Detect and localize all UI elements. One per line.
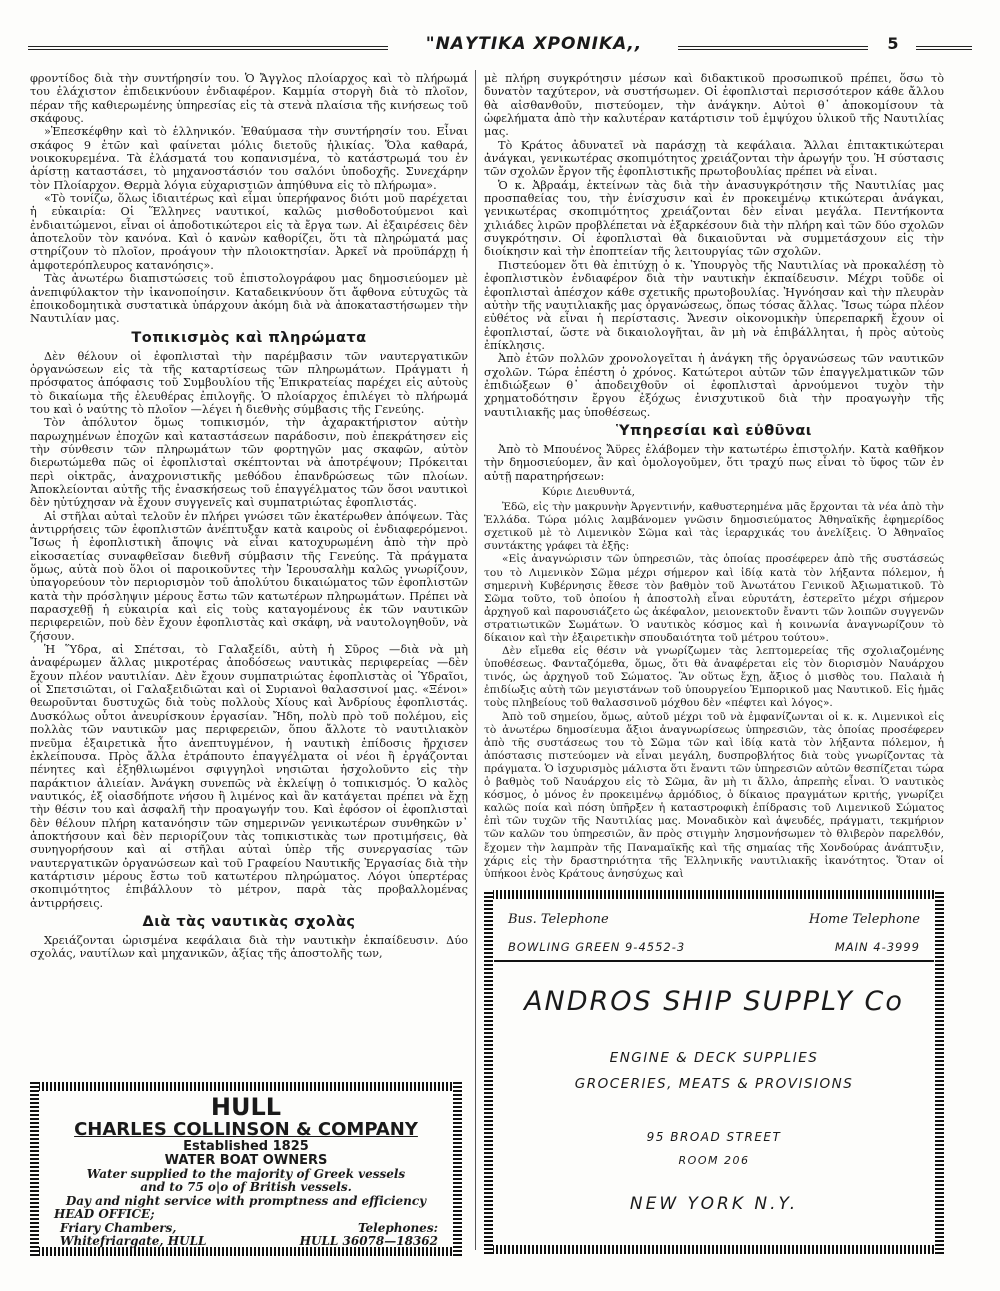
andros-advertisement — [484, 890, 944, 1254]
column-divider — [475, 70, 476, 1250]
andros-street: 95 BROAD STREET — [646, 1130, 782, 1144]
article-paragraph: »Ἐπεσκέφθην καὶ τὸ ἑλληνικόν. Ἐθαύμασα τὴν συντήρησίν του. Εἶναι σκάφος 9 ἐτῶν καὶ φαίνεται μόλις διετοῦς ἡλικίας. Ὅλα καθαρά, νοικοκυρεμένα. Τὰ ἐλάσματά του κοπανισμένα, τὸ κατάστρωμά του ἐν ἀρίστῃ καταστάσει, τὸ μηχανοστάσιόν του σαλόνι ὑποδοχῆς. Συνεχάρην τὸν Πλοίαρχον. Θερμὰ λόγια εὐχαριστιῶν ἀπηύθυνα εἰς τὸ πλήρωμα». — [30, 125, 468, 192]
reader-letter — [484, 486, 944, 881]
hull-ad-established: Established 1825 — [183, 1139, 309, 1154]
header-rule-right — [678, 46, 868, 50]
andros-company-name: ANDROS SHIP SUPPLY Co — [524, 986, 904, 1017]
left-column — [30, 72, 468, 961]
article-paragraph: Τὸν ἀπόλυτον ὅμως τοπικισμόν, τὴν ἀχαρακτήριστον αὐτὴν παρωχημένων ἐποχῶν καὶ καταστάσεων παράδοσιν, ποὺ ἐπεκράτησεν εἰς τὴν σύνθεσιν τῶν πληρωμάτων τῶν φορτηγῶν μας σκαφῶν, αὐτὸν διερωτώμεθα πῶς οἱ ἐφοπλισταὶ σκέπτονται νὰ ἀποτρέψουν; Πρόκειται περὶ οἰκτρᾶς, ἀναχρονιστικῆς μεθόδου ἐπανδρώσεως τῶν πλοίων. Ἀποκλείονται αὐτῆς τῆς ἐνασκήσεως τοῦ ἐπαγγέλματος τῶν ὅσοι ναυτικοὶ δὲν ηὐτύχησαν νὰ ἔχουν συγγενεῖς καὶ συμπατριώτας ἐφοπλιστάς. — [30, 416, 468, 510]
hull-ad-address-row — [44, 1222, 448, 1235]
andros-phone-numbers — [508, 940, 920, 954]
hull-ad-address-row — [44, 1235, 448, 1248]
ad-border-right — [935, 890, 944, 1254]
article-paragraph: «Τὸ τονίζω, ὅλως ἰδιαιτέρως καὶ εἶμαι ὑπερήφανος διότι μοῦ παρέχεται ἡ εὐκαιρία: Οἱ Ἕλληνες ναυτικοί, καλῶς μισθοδοτούμενοι καὶ ἐνδιαιτώμενοι, εἶναι οἱ ἀποδοτικώτεροι εἰς τὰ ἔργα των. Αἱ ἐξαιρέσεις δὲν ἀποτελοῦν τὸν κανόνα. Καὶ ὁ κανὼν καθορίζει, ὅτι τὰ πληρώματά μας στηρίζουν τὸ πλοῖον, προάγουν τὴν πλοιοκτησίαν. Ἀρκεῖ νὰ προϋπάρχῃ ἡ ἀμφοτερόπλευρος κατανόησις». — [30, 192, 468, 272]
ad-border-top — [30, 1082, 462, 1091]
andros-phone-labels — [508, 912, 920, 927]
andros-service-line: GROCERIES, MEATS & PROVISIONS — [574, 1076, 854, 1092]
hull-ad-line: Day and night service with promptness and efficiency — [65, 1193, 427, 1208]
hull-ad-address-1: Friary Chambers, — [60, 1220, 177, 1235]
article-paragraph: Ὁ κ. Ἀβραάμ, ἐκτείνων τὰς διὰ τὴν ἀνασυγκρότησιν τῆς Ναυτιλίας μας προσπαθείας του, τὴν ἐνίσχυσιν καὶ ἐν προκειμένῳ κτικώτεραι ἀνάγκαι, γενικωτέρας σκοπιμότητος χρειάζονται δὲν εἶναι μεγάλα. Πεντήκοντα χιλιάδες λιρῶν προβλέπεται νὰ ἐξαρκέσουν διὰ τὴν πλήρη καὶ τῶν δύο σχολῶν συγκρότησιν. Οἱ ἐφοπλισταὶ θὰ δικαιοῦνται νὰ συμμετάσχουν εἰς τὴν διοίκησιν καὶ τὴν ἐποπτείαν τῆς λειτουργίας τῶν σχολῶν. — [484, 178, 944, 259]
ad-border-left — [484, 890, 493, 1254]
home-telephone-number: MAIN 4-3999 — [834, 940, 920, 954]
section-heading-services: Ὑπηρεσίαι καὶ εὐθῦναι — [616, 422, 812, 439]
article-paragraph: Ἡ Ὕδρα, αἱ Σπέτσαι, τὸ Γαλαξείδι, αὐτὴ ἡ Σῦρος —διὰ νὰ μὴ ἀναφέρωμεν ἄλλας μικροτέρας ἀποδόσεως ναυτικὰς περιφερείας —δὲν ἔχουν πλέον ναυτιλίαν. Δὲν ἔχουν συμπατριώτας ἐφοπλιστὰς οἱ Ὑδραῖοι, οἱ Σπετσιῶται, οἱ Γαλαξειδιῶται καὶ οἱ Συριανοὶ θαλασσινοί μας. «Ξένοι» θεωροῦνται δυστυχῶς διὰ τοὺς πολλοὺς Χίους καὶ Ἀνδρίους ἐφοπλιστάς. Δυσκόλως οὗτοι ἀνευρίσκουν ἐργασίαν. Ἤδη, πολὺ πρὸ τοῦ πολέμου, εἰς πολλὰς τῶν ναυτικῶν μας περιφερειῶν, ὅπου ἄλλοτε τὸ ναυτιλιακὸν πνεῦμα ἐξαιρετικὰ ἦτο ἀνεπτυγμένον, ἡ ναυτικὴ ἐπίδοσις ἤρχισεν ἐκλείπουσα. Πρὸς ἄλλα ἐτράπουτο ἐπαγγέλματα οἱ νέοι ἢ ἐργάζονται πένητες καὶ ἐξηθλιωμένοι σφιγγηλοὶ νησιῶται ἠσχολοῦντο εἰς τὴν παράκτιον ἁλιείαν. Ἀνάγκη συνεπῶς νὰ ἐκλείψῃ ὁ τοπικισμός. Ὁ καλὸς ναυτικός, ἐξ οἱασδήποτε νήσου ἢ λιμένος καὶ ἂν κατάγεται πρέπει νὰ ἔχῃ τὴν θέσιν του καὶ ἀσφαλῆ τὴν προαγωγήν του. Καὶ ἐφόσον οἱ ἐφοπλισταὶ δὲν θέλουν πλήρη κατανόησιν τῶν σημερινῶν γενικωτέρων συνθηκῶν ν᾽ ἀποκτήσουν καὶ δὲν περιορίζουν τὰς τοπικιστικὰς των προτιμήσεις, θὰ συνηγορήσουν καὶ αἱ στῆλαι αὐταὶ ὑπὲρ τῆς συνεργασίας τῶν ναυτεργατικῶν ὀργανώσεων καὶ τοῦ Γραφείου Ναυτικῆς Ἐργασίας διὰ τὴν κατάρτισιν μέρους ἔστω τοῦ κατωτέρου πληρώματος. Λόγοι ὑπερτέρας σκοπιμότητος ἐπιβάλλουν τὸ μέτρον, παρὰ τὰς προβαλλομένας ἀντιρρήσεις. — [30, 643, 468, 910]
andros-room: ROOM 206 — [678, 1154, 750, 1167]
hull-ad-address-2: Whitefriargate, HULL — [60, 1234, 207, 1249]
home-telephone-label: Home Telephone — [808, 912, 920, 927]
article-paragraph: Δὲν θέλουν οἱ ἐφοπλισταὶ τὴν παρέμβασιν τῶν ναυτεργατικῶν ὀργανώσεων εἰς τὰ τῆς καταρτίσεως τῶν πληρωμάτων. Πράγματι ἡ πρόσφατος ἀπόφασις τοῦ Συμβουλίου τῆς Ἐπικρατείας παρέχει εἰς αὐτοὺς τὸ δικαίωμα τῆς ἐλευθέρας ἐπιλογῆς. Ὁ πλοίαρχος ἐπιλέγει τὸ πλήρωμά του καὶ ὁ ναύτης τὸ πλοῖον —λέγει ἡ διεθνὴς σύμβασις τῆς Γενεύης. — [30, 349, 468, 416]
hull-ad-phone-numbers: HULL 36078—18362 — [299, 1234, 438, 1249]
letter-paragraph: Δὲν εἴμεθα εἰς θέσιν νὰ γνωρίζωμεν τὰς λεπτομερείας τῆς σχολιαζομένης ὑποθέσεως. Φανταζόμεθα, ὅμως, ὅτι θὰ ἀναφέρεται εἰς τὸν διορισμὸν Ναυάρχου τινός, ὡς ἀρχηγοῦ τοῦ Σώματος. Ἂν οὕτως ἔχῃ, ἄξιος ὁ μισθὸς του. Παλαιὰ ἡ ἐπιδίωξις αὐτὴ τῶν μεγιστάνων τοῦ ὑπουργείου Ἐμπορικοῦ μας Ναυτικοῦ. Εἰς ἡμᾶς τοὺς πληβείους τοῦ θαλασσινοῦ μόχθου δὲν «πέφτει καὶ λόγος». — [484, 645, 944, 710]
section-heading-naval-schools: Διὰ τὰς ναυτικὰς σχολὰς — [142, 913, 356, 930]
bus-telephone-label: Bus. Telephone — [508, 912, 609, 927]
masthead-title: "ΝΑΥΤΙΚΑ ΧΡΟΝΙΚΑ,, — [425, 34, 643, 54]
ad-border-right — [453, 1082, 462, 1256]
hull-advertisement — [30, 1082, 462, 1256]
letter-salutation: Κύριε Διευθυντά, — [542, 485, 635, 498]
andros-divider — [494, 960, 934, 962]
article-paragraph: μὲ πλήρη συγκρότησιν μέσων καὶ διδακτικοῦ προσωπικοῦ πρέπει, ὅσω τὸ δυνατὸν ταχύτερον, νὰ συστήσωμεν. Οἱ ἐφοπλισταὶ περισσότερον κάθε ἄλλου θὰ αἰσθανθοῦν, πιστεύομεν, τὴν ἀνάγκην. Αὐτοὶ θ᾽ ἀποκομίσουν τὰ ὠφελήματα ἀπὸ τὴν καλυτέραν κατάρτισιν τοῦ ἐμψύχου ὑλικοῦ τῆς Ναυτιλίας μας. — [484, 72, 944, 139]
andros-city: NEW YORK N.Y. — [629, 1194, 799, 1214]
hull-ad-line: Water supplied to the majority of Greek vessels — [86, 1167, 406, 1181]
hull-ad-city: HULL — [210, 1093, 282, 1121]
hull-ad-company: CHARLES COLLINSON & COMPANY — [74, 1119, 418, 1140]
header-rule-end — [916, 46, 972, 50]
page-header — [28, 34, 972, 58]
bus-telephone-number: BOWLING GREEN 9-4552-3 — [508, 940, 686, 954]
ad-border-top — [484, 890, 944, 899]
letter-paragraph: Ἐδῶ, εἰς τὴν μακρυνὴν Ἀργεντινήν, καθυστερημένα μᾶς ἔρχονται τὰ νέα ἀπὸ τὴν Ἑλλάδα. Τώρα μόλις λαμβάνομεν γνῶσιν δημοσιεύματος Ἀθηναϊκῆς ἐφημερίδος σχετικοῦ μὲ τὸ Λιμενικὸν Σῶμα καὶ τὰς ἱεραρχικάς του ἀνελίξεις. Ὁ Ἀθηναῖος συντάκτης γράφει τὰ ἑξῆς: — [484, 501, 944, 553]
hull-ad-tagline: WATER BOAT OWNERS — [164, 1153, 328, 1168]
hull-ad-content — [44, 1093, 448, 1249]
article-paragraph: Πιστεύομεν ὅτι θὰ ἐπιτύχῃ ὁ κ. Ὑπουργὸς τῆς Ναυτιλίας νὰ προκαλέσῃ τὸ ἐφοπλιστικὸν ἐνδιαφέρον διὰ τὴν ναυτικὴν ἐκπαίδευσιν. Μέχρι τοῦδε οἱ ἐφοπλισταὶ ἀπέσχον κάθε σχετικῆς πρωτοβουλίας. Ἠγνόησαν καὶ τὴν πλευρὰν αὐτὴν τῆς ναυτιλιακῆς μας ὀργανώσεως, ὅπως τόσας ἄλλας. Ἴσως τώρα πλέον εὐθέτος νὰ εἶναι ἡ περίστασις. Ἄνεσιν οἰκονομικὴν ὑπερεπαρκῆ ἔχουν οἱ ἐφοπλισταί, ὥστε νὰ δικαιολογῆται, ἂν μὴ νὰ ἐπιβάλληται, ἡ πρὸς αὐτοὺς ἐπίκλησις. — [484, 258, 944, 352]
article-paragraph: Ἀπὸ τὸ Μπουένος Ἄϋρες ἐλάβομεν τὴν κατωτέρω ἐπιστολήν. Κατὰ καθῆκον τὴν δημοσιεύομεν, ἂν καὶ ὁμολογοῦμεν, ὅτι τραχύ πως εἶναι τὸ ὕφος τῶν ἐν αὐτῇ παρατηρήσεων: — [484, 442, 944, 483]
ad-border-left — [30, 1082, 39, 1256]
andros-service-line: ENGINE & DECK SUPPLIES — [609, 1050, 819, 1066]
section-heading-localism: Τοπικισμὸς καὶ πληρώματα — [131, 329, 367, 346]
right-column — [484, 72, 944, 881]
article-paragraph: Τὸ Κράτος ἀδυνατεῖ νὰ παράσχῃ τὰ κεφάλαια. Ἄλλαι ἐπιτακτικώτεραι ἀνάγκαι, γενικωτέρας σκοπιμότητος χρειάζονται τὴν ἀρωγήν του. Ἡ σύστασις τῶν σχολῶν ἔργον τῆς ἐφοπλιστικῆς πρωτοβουλίας πρέπει νὰ εἶναι. — [484, 138, 944, 179]
hull-ad-phone-label: Telephones: — [357, 1220, 438, 1235]
hull-ad-office-label: HEAD OFFICE; — [54, 1207, 155, 1222]
article-paragraph: φροντίδος διὰ τὴν συντήρησίν του. Ὁ Ἄγγλος πλοίαρχος καὶ τὸ πλήρωμά του ἐλάχιστον ἐπιδεικνύουν ἐνδιαφέρον. Καμμία στοργὴ διὰ τὸ πλοῖον, πέραν τῆς καθιερωμένης ὑπηρεσίας εἰς τὰ στενὰ πλαίσια τῆς κινήσεως τοῦ σκάφους. — [30, 72, 468, 126]
header-rule-left — [28, 46, 388, 50]
article-paragraph: Τὰς ἀνωτέρω διαπιστώσεις τοῦ ἐπιστολογράφου μας δημοσιεύομεν μὲ ἀνεπιφύλακτον τὴν ἱκανοποίησιν. Καταδεικνύουν ὅτι ἄφθονα εὐτυχῶς τὰ ἐποικοδομητικὰ συστατικὰ ὑπάρχουν ἀκόμη διὰ νὰ ἀποκαταστήσωμεν τὴν Ναυτιλίαν μας. — [30, 272, 468, 326]
article-paragraph: Ἀπὸ ἐτῶν πολλῶν χρονολογεῖται ἡ ἀνάγκη τῆς ὀργανώσεως τῶν ναυτικῶν σχολῶν. Τώρα ἐπέστη ὁ χρόνος. Κατώτεροι αὐτῶν τῶν ἐπαγγελματικῶν τῶν ἐπιδιώξεων θ᾽ ἀποδειχθοῦν οἱ ἐφοπλισταὶ ἀρνούμενοι τυχὸν τὴν χρηματοδότησιν ἔργου ἐξόχως ἐνισχυτικοῦ διὰ τὴν προαγωγὴν τῆς ναυτιλιακῆς μας ὑποθέσεως. — [484, 352, 944, 419]
article-paragraph: Αἱ στῆλαι αὐταὶ τελοῦν ἐν πλήρει γνώσει τῶν ἑκατέρωθεν ἀπόψεων. Τὰς ἀντιρρήσεις τῶν ἐφοπλιστῶν ἀνέπτυξαν κατὰ καιροὺς οἱ ἐνδιαφερόμενοι. Ἴσως ἡ ἐφοπλιστικὴ ἄποψις νὰ εἶναι κατοχυρωμένη ἀπὸ τὴν πρὸ εἰκοσαετίας συναφθεῖσαν διεθνῆ σύμβασιν τῆς Γενεύης. Τὰ πράγματα ὅμως, αὐτὰ ποὺ ὅλοι οἱ παροικοῦντες τὴν Ἱερουσαλὴμ καλῶς γνωρίζουν, ὑπαγορεύουν τὸν περιορισμὸν τοῦ ἀπολύτου δικαιώματος τῶν ἐφοπλιστῶν κατὰ τὴν πρόσληψιν μέρους ἔστω τῶν κατωτέρων πληρωμάτων. Πρέπει νὰ παρασχεθῇ ἡ εὐκαιρία καὶ εἰς τοὺς καταγομένους ἐκ τῶν ναυτικῶν περιφερειῶν, ποὺ δὲν ἔχουν ἐφοπλιστὰς καὶ σκάφη, νὰ ναυτολογηθοῦν, νὰ ζήσουν. — [30, 509, 468, 643]
hull-ad-line: and to 75 o|o of British vessels. — [140, 1180, 352, 1195]
ad-border-bottom — [484, 1245, 944, 1254]
article-paragraph: Χρειάζονται ὡρισμένα κεφάλαια διὰ τὴν ναυτικὴν ἐκπαίδευσιν. Δύο σχολάς, ναυτίλων καὶ μηχανικῶν, ἀξίας τῆς ἀποστολῆς των, — [30, 933, 468, 961]
letter-paragraph: «Εἰς ἀναγνώρισιν τῶν ὑπηρεσιῶν, τὰς ὁποίας προσέφερεν ἀπὸ τῆς συστάσεώς του τὸ Λιμενικὸν Σῶμα μέχρι σήμερον καὶ ἰδίᾳ κατὰ τὸν λήξαντα πόλεμον, ἡ σημερινὴ Κυβέρνησις ἔθεσε τὸν βαθμὸν τοῦ Ἀνωτάτου Γενικοῦ Ἀξιωματικοῦ. Τὸ Σῶμα τοῦτο, τοῦ ὁποίου ἡ ἀποστολὴ εἶναι εὐρυτάτη, ἐστερεῖτο μέχρι σήμερον ἀρχηγοῦ καὶ παρουσιάζετο ὡς ἀκέφαλον, μειονεκτοῦν ἔναντι τῶν λοιπῶν συγγενῶν στρατιωτικῶν Σωμάτων. Ὁ ναυτικὸς κόσμος καὶ ἡ κοινωνία ἀναγνωρίζουν τὸ δίκαιον καὶ τὴν ἐξαιρετικὴν σπουδαιότητα τοῦ μέτρου τούτου». — [484, 553, 944, 644]
letter-paragraph: Ἀπὸ τοῦ σημείου, ὅμως, αὐτοῦ μέχρι τοῦ νὰ ἐμφανίζωνται οἱ κ. κ. Λιμενικοὶ εἰς τὸ ἀνωτέρω δημοσίευμα ἄξιοι ἀναγνωρίσεως ὑπηρεσιῶν, τὰς ὁποίας προσέφερεν ἀπὸ τῆς συστάσεως του τὸ Σῶμα τῶν καὶ ἰδίᾳ κατὰ τὸν λήξαντα πόλεμον, ἡ ἀπόστασις πιστεύομεν νὰ εἶναι μεγάλη, δυσπροβλήτος διὰ τοὺς γνωρίζοντας τὰ πράγματα. Ὁ ἰσχυρισμὸς μάλιστα ὅτι ἔναντι τῶν ὑπηρεσιῶν αὐτῶν θεσπίζεται τώρα ὁ βαθμὸς τοῦ Ναυάρχου εἰς τὸ Σῶμα, ἂν μὴ τι ἄλλο, ἀπρεπὴς εἶναι. Ὁ ναυτικὸς κόσμος, ὁ μόνος ἐν προκειμένῳ ἁρμόδιος, ὁ δίκαιος πραγμάτων κριτής, γνωρίζει καλῶς ποία καὶ πόση ὑπῆρξεν ἡ καταστροφικὴ ἐπίδρασις τοῦ Λιμενικοῦ Σώματος ἐπὶ τῶν τυχῶν τῆς Ναυτιλίας μας. Μοναδικὸν καὶ ἀψευδές, πράγματι, τεκμήριον τῶν καλῶν του ὑπηρεσιῶν, ἂν πρὸς στιγμὴν λησμονήσωμεν τὸ θλιβερὸν παρελθόν, ἔχομεν τὴν λαμπρὰν τῆς Παναμαϊκῆς καὶ τῆς σημαίας τῆς Χονδούρας ἀνάπτυξιν, χάρις εἰς τὴν δραστηριότητα τῆς Ἑλληνικῆς ναυτιλιακῆς ἱκανότητος. Ὅταν οἱ ὑπήκοοι ἑνὸς Κράτους ἀνησύχως καὶ — [484, 710, 944, 880]
page-number: 5 — [887, 34, 899, 53]
